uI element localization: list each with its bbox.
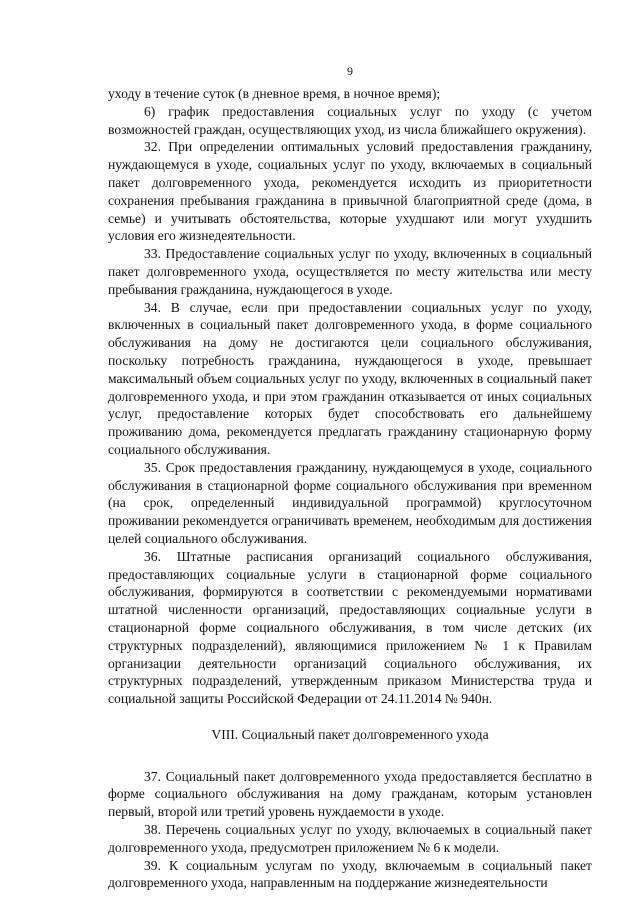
paragraph-continuation: уходу в течение суток (в дневное время, в ночное время); (108, 86, 441, 101)
section-heading: VIII. Социальный пакет долговременного ухода (211, 726, 489, 742)
paragraph-39: 39. К социальным услугам по уходу, включаемым в социальный пакет долговременного ухода, направленным на поддержание жизнедеятельности (108, 857, 592, 891)
paragraph-37: 37. Социальный пакет долговременного ухода предоставляется бесплатно в форме социального обслуживания на дому гражданам, которым установлен первый, второй или третий уровень нуждаемости в уходе. (108, 768, 592, 820)
page-number: 9 (347, 64, 353, 78)
paragraph-38: 38. Перечень социальных услуг по уходу, включаемых в социальный пакет долговременного ухода, предусмотрен приложением № 6 к модели. (108, 822, 592, 855)
paragraph-35: 35. Срок предоставления гражданину, нуждающемуся в уходе, социального обслуживания в стационарной форме социального обслуживания при временном (на срок, определенный индивидуальной программой) круглосуточном проживании рекомендуется ограничивать временем, необходимым для достижения целей социального обслуживания. (108, 459, 592, 546)
paragraph-32: 32. При определении оптимальных условий предоставления гражданину, нуждающемуся в уходе, социальных услуг по уходу, включаемых в социальный пакет долговременного ухода, рекомендуется исходить из приоритетности сохранения пребывания гражданина в привычной благоприятной среде (дома, в семье) и учитывать обстоятельства, которые ухудшают или могут ухудшить условия его жизнедеятельности. (108, 139, 592, 244)
paragraph-33: 33. Предоставление социальных услуг по уходу, включенных в социальный пакет долговременного ухода, осуществляется по месту жительства или месту пребывания гражданина, нуждающегося в уходе. (108, 246, 592, 297)
paragraph-34: 34. В случае, если при предоставлении социальных услуг по уходу, включенных в социальный пакет долговременного ухода, в форме социального обслуживания на дому не достигаются цели социального обслуживания, поскольку потребность гражданина, нуждающегося в уходе, превышает максимальный объем социальных услуг по уходу, включенных в социальный пакет долговременного ухода, и при этом гражданин отказывается от иных социальных услуг, предоставление которых будет способствовать его дальнейшему проживанию дома, рекомендуется предлагать гражданину стационарную форму социального обслуживания. (108, 299, 592, 457)
paragraph-item-6: 6) график предоставления социальных услуг по уходу (с учетом возможностей граждан, осуществляющих уход, из числа ближайшего окружения). (108, 103, 592, 137)
document-body (108, 85, 592, 892)
paragraph-36: 36. Штатные расписания организаций социального обслуживания, предоставляющих социальные услуги в стационарной форме социального обслуживания, формируются в соответствии с рекомендуемыми нормативами штатной численности организаций, предоставляющих социальные услуги в стационарной форме социального обслуживания, в том числе детских (их структурных подразделений), являющимися приложением № 1 к Правилам организации деятельности организаций социального обслуживания, их структурных подразделений, утвержденным приказом Министерства труда и социальной защиты Российской Федерации от 24.11.2014 № 940н. (108, 548, 592, 707)
